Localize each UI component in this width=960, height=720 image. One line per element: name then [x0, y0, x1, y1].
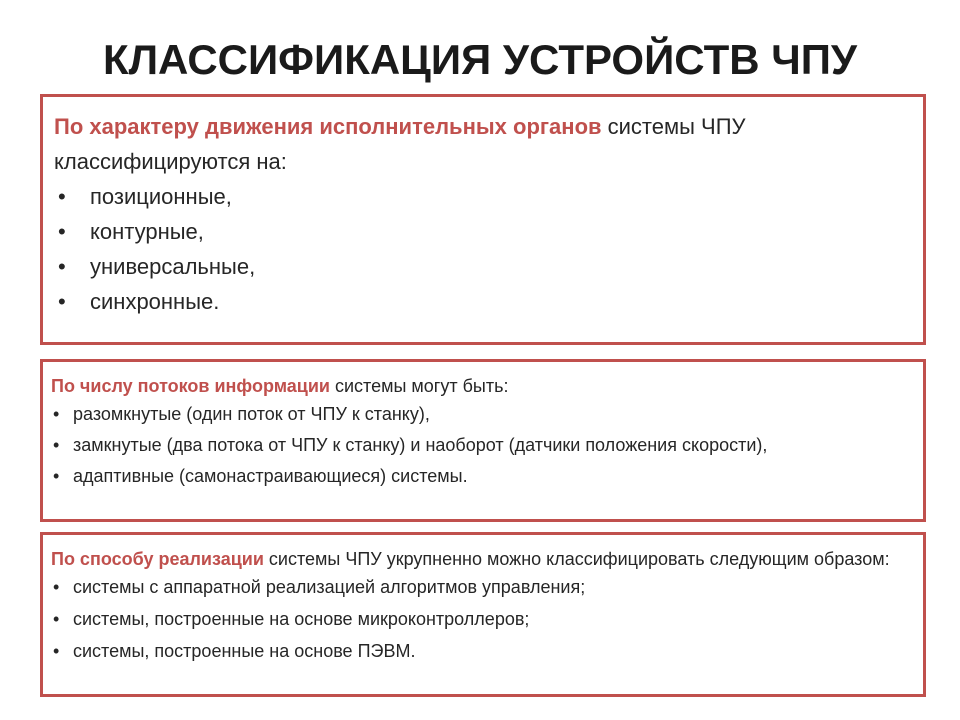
section-implementation — [40, 532, 926, 697]
list-item — [51, 573, 913, 601]
list-item-text: синхронные. — [90, 289, 220, 314]
list-item — [54, 249, 913, 284]
bullet-icon: • — [53, 435, 60, 455]
section-lead — [54, 109, 913, 179]
list-item-text: контурные, — [90, 219, 204, 244]
list-item — [51, 400, 913, 428]
list-item — [51, 637, 913, 665]
section-lead — [51, 545, 913, 573]
list-item-text: адаптивные (самонастраивающиеся) системы. — [73, 466, 468, 486]
list-item — [51, 431, 913, 459]
section-lead — [51, 372, 913, 400]
list-item-text: позиционные, — [90, 184, 232, 209]
bullet-icon: • — [53, 466, 60, 486]
section-lead-text: системы ЧПУ классифицируются на: — [54, 114, 746, 174]
bullet-icon: • — [58, 219, 66, 244]
section-list — [54, 179, 913, 319]
list-item-text: разомкнутые (один поток от ЧПУ к станку), — [73, 404, 430, 424]
bullet-icon: • — [58, 289, 66, 314]
section-lead-text: системы могут быть: — [329, 376, 509, 396]
slide-title: КЛАССИФИКАЦИЯ УСТРОЙСТВ ЧПУ — [102, 36, 858, 83]
section-info-flows — [40, 359, 926, 522]
section-highlight: По числу потоков информации — [51, 376, 330, 396]
list-item — [51, 462, 913, 490]
list-item — [54, 179, 913, 214]
section-highlight: По способу реализации — [51, 549, 264, 569]
section-list — [51, 573, 913, 665]
list-item-text: системы, построенные на основе ПЭВМ. — [73, 641, 416, 661]
bullet-icon: • — [58, 184, 66, 209]
section-motion-type — [40, 94, 926, 345]
section-highlight: По характеру движения исполнительных органов — [54, 114, 602, 139]
list-item — [51, 605, 913, 633]
section-list — [51, 400, 913, 490]
bullet-icon: • — [53, 609, 60, 629]
list-item-text: замкнутые (два потока от ЧПУ к станку) и наоборот (датчики положения скорости), — [73, 435, 768, 455]
list-item-text: системы, построенные на основе микроконтроллеров; — [73, 609, 530, 629]
bullet-icon: • — [58, 254, 66, 279]
list-item — [54, 214, 913, 249]
list-item-text: универсальные, — [90, 254, 256, 279]
bullet-icon: • — [53, 641, 60, 661]
section-lead-text: системы ЧПУ укрупненно можно классифицировать следующим образом: — [263, 549, 890, 569]
list-item — [54, 284, 913, 319]
bullet-icon: • — [53, 577, 60, 597]
list-item-text: системы с аппаратной реализацией алгоритмов управления; — [73, 577, 586, 597]
bullet-icon: • — [53, 404, 60, 424]
